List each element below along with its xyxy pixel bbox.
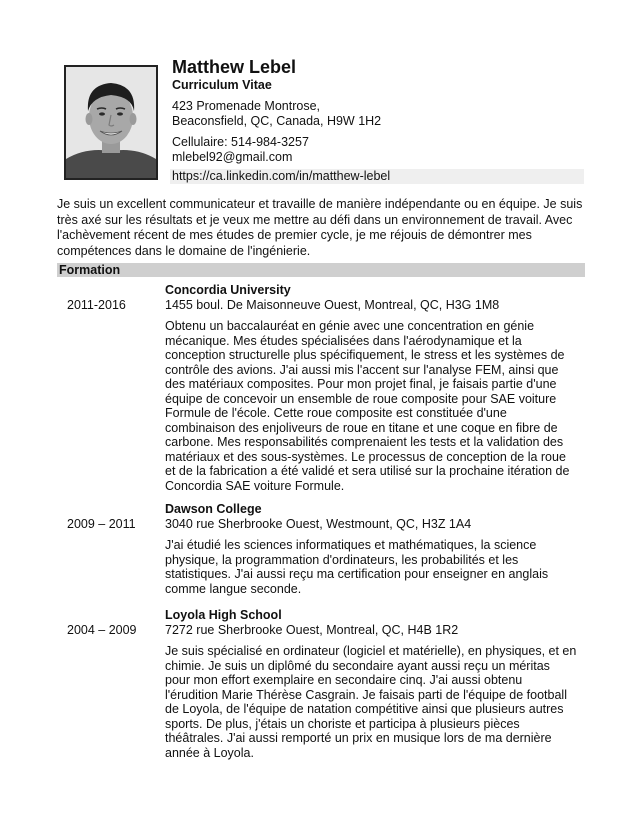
section-heading-formation: Formation — [57, 263, 585, 277]
address-line-1: 423 Promenade Montrose, — [172, 99, 321, 113]
email-address[interactable]: mlebel92@gmail.com — [172, 150, 293, 164]
profile-summary: Je suis un excellent communicateur et travaille de manière indépendante ou en équipe. Je suis très axé sur les résultats et je veux me mettre au défi dans un environnement de travail. Avec l'achèvement récent de mes études de premier cycle, je me réjouis de démontrer mes compétences dans le domaine de l'ingénierie. — [57, 197, 583, 258]
school-name: Loyola High School — [165, 608, 282, 622]
phone-number: Cellulaire: 514-984-3257 — [172, 135, 309, 149]
document-subtitle: Curriculum Vitae — [172, 78, 272, 92]
school-name: Concordia University — [165, 283, 291, 297]
contact-info — [172, 135, 584, 165]
cv-header — [172, 56, 584, 184]
profile-photo — [64, 65, 158, 180]
education-years: 2009 – 2011 — [67, 517, 136, 531]
postal-address — [172, 99, 584, 129]
school-address: 3040 rue Sherbrooke Ouest, Westmount, QC, H3Z 1A4 — [165, 517, 472, 531]
person-name: Matthew Lebel — [172, 57, 297, 77]
education-details — [165, 502, 577, 596]
address-line-2: Beaconsfield, QC, Canada, H9W 1H2 — [172, 114, 382, 128]
portrait-illustration — [66, 67, 156, 178]
education-details — [165, 608, 577, 760]
school-name: Dawson College — [165, 502, 262, 516]
school-address: 1455 boul. De Maisonneuve Ouest, Montreal, QC, H3G 1M8 — [165, 298, 500, 312]
education-years: 2004 – 2009 — [67, 623, 137, 637]
education-description: Obtenu un baccalauréat en génie avec une concentration en génie mécanique. Mes études spécialisées dans l'aérodynamique et la conception structurelle plus spécifiquement, le stress et les systèmes de contrôle des avions. J'ai aussi mis l'accent sur l'analyse FEM, ainsi que des matériaux composites. Pour mon projet final, je faisais partie d'une équipe de concevoir un ensemble de roue composite pour SAE voiture Formule de l'école. Cette roue composite est constituée d'une combinaison des enjoliveurs de roue en titane et une coque en fibre de carbone. Mes responsabilités comprenaient les tests et la validation des matériaux et des sous-systèmes. Le processus de conception de la roue et de la fabrication a été validé et sera utilisé sur la prochaine itération de Concordia SAE voiture Formule. — [165, 319, 570, 493]
school-address: 7272 rue Sherbrooke Ouest, Montreal, QC, H4B 1R2 — [165, 623, 459, 637]
education-description: Je suis spécialisé en ordinateur (logiciel et matérielle), en physiques, et en chimie. Je suis un diplômé du secondaire ayant aussi reçu un méritas pour mon effort exemplaire en secondaire cinq. J'ai aussi obtenu l'érudition Marie Thérèse Casgrain. Je faisais parti de l'équipe de football de Loyola, de l'équipe de natation compétitive ainsi que plusieurs autres sports. De plus, j'étais un choriste et participa à plusieurs pièces théâtrales. J'ai aussi remporté un prix en musique lors de ma dernière année à Loyola. — [165, 644, 577, 760]
education-details — [165, 283, 577, 493]
education-years: 2011-2016 — [67, 298, 126, 312]
education-description: J'ai étudié les sciences informatiques et mathématiques, la science physique, la programmation d'ordinateurs, les probabilités et les statistiques. J'ai aussi reçu ma certification pour enseigner en anglais comme langue seconde. — [165, 538, 549, 596]
linkedin-link[interactable]: https://ca.linkedin.com/in/matthew-lebel — [170, 169, 584, 184]
